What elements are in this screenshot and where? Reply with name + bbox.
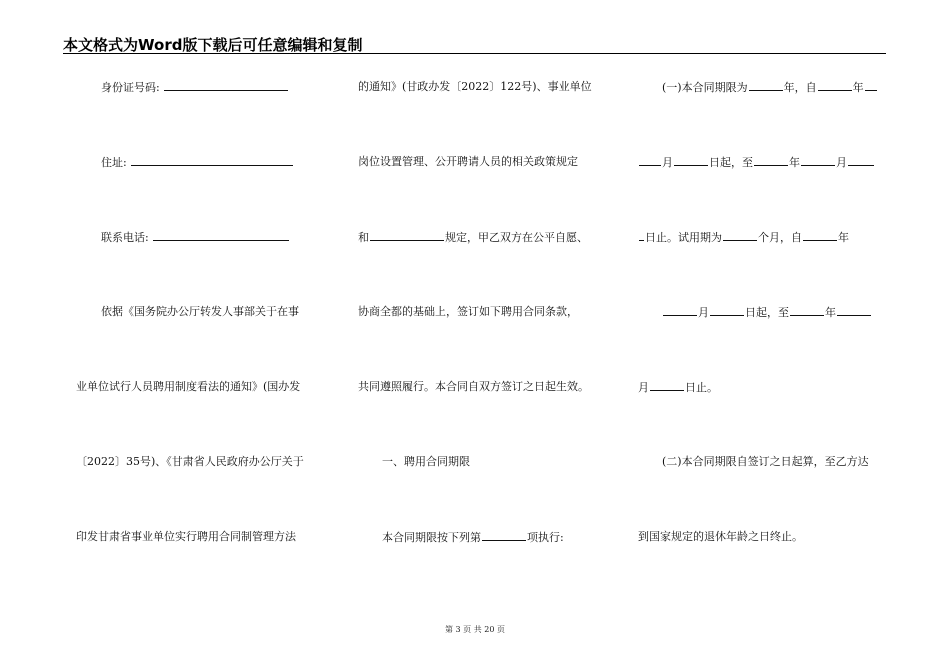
page-number: 第 3 页 共 20 页 <box>445 625 505 634</box>
term-line <box>638 155 875 170</box>
text-fragment: 日止。试用期为 <box>645 231 722 244</box>
blank-field <box>749 80 783 91</box>
blank-field <box>674 155 708 166</box>
text-fragment: 月 <box>836 156 847 169</box>
probation-line <box>638 230 849 245</box>
text-fragment: 本合同期限按下列第 <box>382 531 481 544</box>
text-fragment: 规定，甲乙双方在公平自愿、 <box>445 231 588 244</box>
option-line <box>382 530 564 545</box>
paragraph-line: 到国家规定的退休年龄之日终止。 <box>638 530 803 543</box>
phone-label: 联系电话: <box>101 231 149 244</box>
id-number-blank <box>164 80 288 91</box>
text-fragment: 日止。 <box>685 381 718 394</box>
text-fragment: 年 <box>838 231 849 244</box>
text-fragment: 年，自 <box>783 81 817 94</box>
text-fragment: 个月，自 <box>758 231 802 244</box>
blank-field <box>837 305 871 316</box>
blank-field <box>710 305 744 316</box>
probation-line <box>638 380 718 395</box>
blank-field <box>801 155 835 166</box>
id-number-label: 身份证号码: <box>101 81 160 94</box>
blank-field <box>803 230 837 241</box>
text-fragment: 日起，至 <box>745 306 789 319</box>
text-fragment: 月 <box>662 156 673 169</box>
term-line <box>662 80 878 95</box>
text-fragment: 月 <box>638 381 649 394</box>
paragraph-line: 依据《国务院办公厅转发人事部关于在事 <box>101 305 299 318</box>
text-fragment: 年 <box>789 156 800 169</box>
text-fragment: 年 <box>825 306 836 319</box>
id-number-line <box>101 80 289 95</box>
paragraph-line: 印发甘肃省事业单位实行聘用合同制管理方法 <box>76 530 296 543</box>
blank-field <box>754 155 788 166</box>
blank-field <box>848 155 874 166</box>
text-fragment: 和 <box>358 231 369 244</box>
blank-field <box>639 155 661 166</box>
paragraph-line: 岗位设置管理、公开聘请人员的相关政策规定 <box>358 155 578 168</box>
option-number-blank <box>482 530 526 541</box>
regulation-line <box>358 230 588 245</box>
regulation-blank <box>370 230 444 241</box>
paragraph-line: 的通知》(甘政办发〔2022〕122号)、事业单位 <box>358 80 592 93</box>
paragraph-line: (二)本合同期限自签订之日起算，至乙方达 <box>662 455 869 468</box>
blank-field <box>818 80 852 91</box>
address-line <box>101 155 294 170</box>
paragraph-line: 协商全都的基础上，签订如下聘用合同条款， <box>358 305 578 318</box>
text-fragment: 日起，至 <box>709 156 753 169</box>
blank-field <box>663 305 697 316</box>
text-fragment: 项执行: <box>527 531 564 544</box>
text-fragment: (一)本合同期限为 <box>662 81 748 94</box>
section-heading: 一、聘用合同期限 <box>382 455 470 468</box>
document-header-title: 本文格式为Word版下载后可任意编辑和复制 <box>63 36 363 54</box>
address-label: 住址: <box>101 156 127 169</box>
blank-field <box>639 230 644 241</box>
blank-field <box>790 305 824 316</box>
probation-line <box>662 305 872 320</box>
address-blank <box>131 155 293 166</box>
blank-field <box>650 380 684 391</box>
text-fragment: 年 <box>852 81 864 94</box>
phone-blank <box>153 230 289 241</box>
header-divider <box>63 53 886 54</box>
paragraph-line: 业单位试行人员聘用制度看法的通知》(国办发 <box>76 380 301 393</box>
paragraph-line: 〔2022〕35号)、《甘肃省人民政府办公厅关于 <box>76 455 304 468</box>
paragraph-line: 共同遵照履行。本合同自双方签订之日起生效。 <box>358 380 589 393</box>
blank-field <box>865 80 877 91</box>
blank-field <box>723 230 757 241</box>
text-fragment: 月 <box>698 306 709 319</box>
phone-line <box>101 230 290 245</box>
